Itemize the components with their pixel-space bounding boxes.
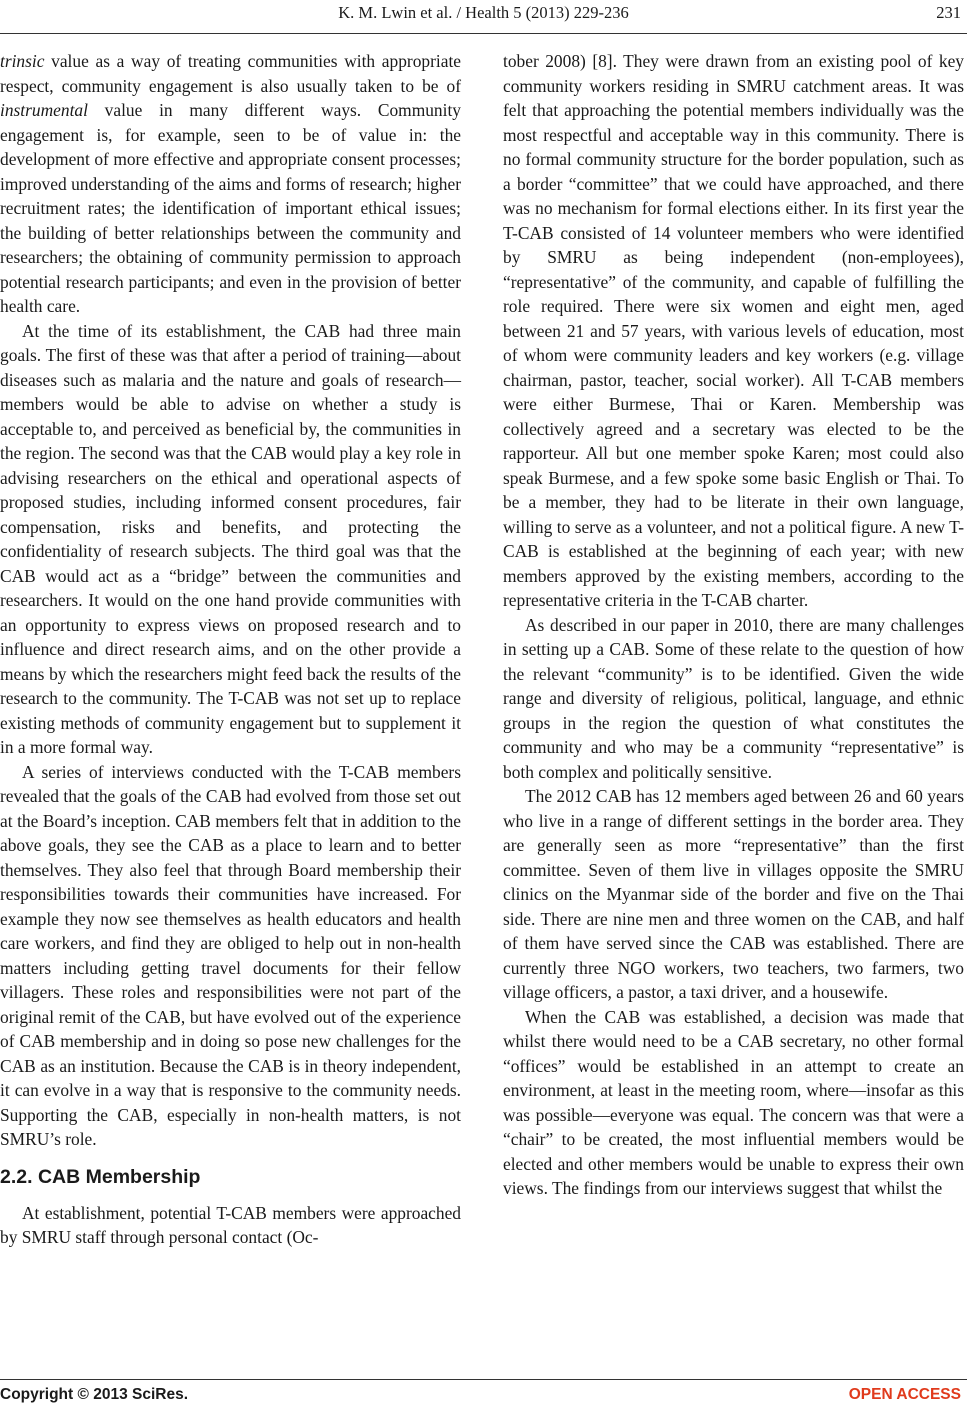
- paragraph: At establishment, potential T-CAB members were approached by SMRU staff through personal contact (Oc-: [0, 1202, 461, 1247]
- italic-term: instrumental: [0, 100, 88, 120]
- page-footer: [0, 1379, 967, 1417]
- paragraph: tober 2008) [8]. They were drawn from an existing pool of key community workers residing in SMRU catchment areas. It was felt that approaching the potential members individually was the most respectful and acceptable way in this community. There is no formal community structure for the border population, such as a border “committee” that we could have approached, and there was no mechanism for formal elections either. In its first year the T-CAB consisted of 14 volunteer members who were identified by SMRU as being independent (non-employees), “representative” of the community, and capable of fulfilling the role required. There were six women and eight men, aged between 21 and 57 years, with various levels of education, most of whom were community leaders and key workers (e.g. village chairman, pastor, teacher, social worker). All T-CAB members were either Burmese, Thai or Karen. Membership was collectively agreed and a secretary was elected to be the rapporteur. All but one member spoke Karen; most could also speak Burmese, and a few spoke some basic English or Thai. To be a member, they had to be literate in their own language, willing to serve as a volunteer, and not a political figure. A new T-CAB is established at the beginning of each year; with new members approved by the existing members, according to the representative criteria in the T-CAB charter.: [503, 51, 964, 610]
- page-header: [0, 0, 967, 40]
- left-column: [0, 49, 461, 1250]
- paragraph: A series of interviews conducted with the T-CAB members revealed that the goals of the CAB had evolved from those set out at the Board’s inception. CAB members felt that in addition to the above goals, they see the CAB as a place to learn and to better themselves. They also feel that through Board membership their responsibilities towards their communities have increased. For example they now see themselves as health educators and health care workers, and find they are obliged to help out in non-health matters including getting travel documents for their fellow villagers. These roles and responsibilities were not part of the original remit of the CAB, but have evolved out of the experience of CAB membership and in doing so pose new challenges for the CAB as an institution. Because the CAB is in theory independent, it can evolve in a way that is responsive to the community needs. Supporting the CAB, especially in non-health matters, is not SMRU’s role.: [0, 761, 461, 1149]
- paragraph: As described in our paper in 2010, there are many challenges in setting up a CAB. Some of these relate to the question of how the relevant “community” is to be identified. Given the wide range and diversity of religious, political, language, and ethnic groups in the region the question of what constitutes the community and who may be a community “representative” is both complex and politically sensitive.: [503, 614, 964, 782]
- right-column: [503, 49, 964, 1201]
- open-access-label: OPEN ACCESS: [848, 1386, 961, 1403]
- paragraph: trinsic value as a way of treating communities with appropriate respect, community engagement is also usually taken to be of instrumental value in many different ways. Community engagement is, for example, seen to be of value in: the development of more effective and appropriate consent processes; improved understanding of the aims and forms of research; higher recruitment rates; the identification of important ethical issues; the building of better relationships between the community and researchers; the obtaining of community permission to approach potential research participants; and even in the provision of better health care.: [0, 51, 461, 316]
- paragraph: The 2012 CAB has 12 members aged between 26 and 60 years who live in a range of different settings in the border area. They are generally seen as more “representative” than the first committee. Seven of them live in villages opposite the SMRU clinics on the Myanmar side of the border and five on the Thai side. There are nine men and three women on the CAB, and half of them have served since the CAB was established. There are currently three NGO workers, two teachers, two farmers, two village officers, a pastor, a taxi driver, and a housewife.: [503, 786, 964, 1002]
- running-title: K. M. Lwin et al. / Health 5 (2013) 229-236: [338, 3, 629, 22]
- italic-term: trinsic: [0, 51, 45, 71]
- header-rule: [0, 33, 967, 34]
- section-heading: 2.2. CAB Membership: [0, 1165, 201, 1188]
- copyright-notice: Copyright © 2013 SciRes.: [0, 1386, 189, 1403]
- footer-rule: [0, 1379, 967, 1380]
- paragraph: When the CAB was established, a decision was made that whilst there would need to be a CAB secretary, no other formal “offices” would be established in an attempt to create an environment, at least in the meeting room, where—insofar as this was possible—everyone was equal. The concern was that were a “chair” to be created, the most influential members would be elected and other members would be unable to express their own views. The findings from our interviews suggest that whilst the: [503, 1006, 964, 1198]
- paragraph: At the time of its establishment, the CAB had three main goals. The first of these was that after a period of training—about diseases such as malaria and the nature and goals of research—members would be able to advise on whether a study is acceptable to, and perceived as beneficial by, the communities in the region. The second was that the CAB would play a key role in advising researchers on the ethical and operational aspects of proposed studies, including informed consent procedures, fair compensation, risks and benefits, and protecting the confidentiality of research subjects. The third goal was that the CAB would act as a “bridge” between the communities and researchers. It would on the one hand provide communities with an opportunity to express views on proposed research and to influence and direct research aims, and on the other provide a means by which the researchers might feed back the results of the research to the community. The T-CAB was not set up to replace existing methods of community engagement but to supplement it in a more formal way.: [0, 320, 461, 757]
- page-number: 231: [936, 3, 961, 22]
